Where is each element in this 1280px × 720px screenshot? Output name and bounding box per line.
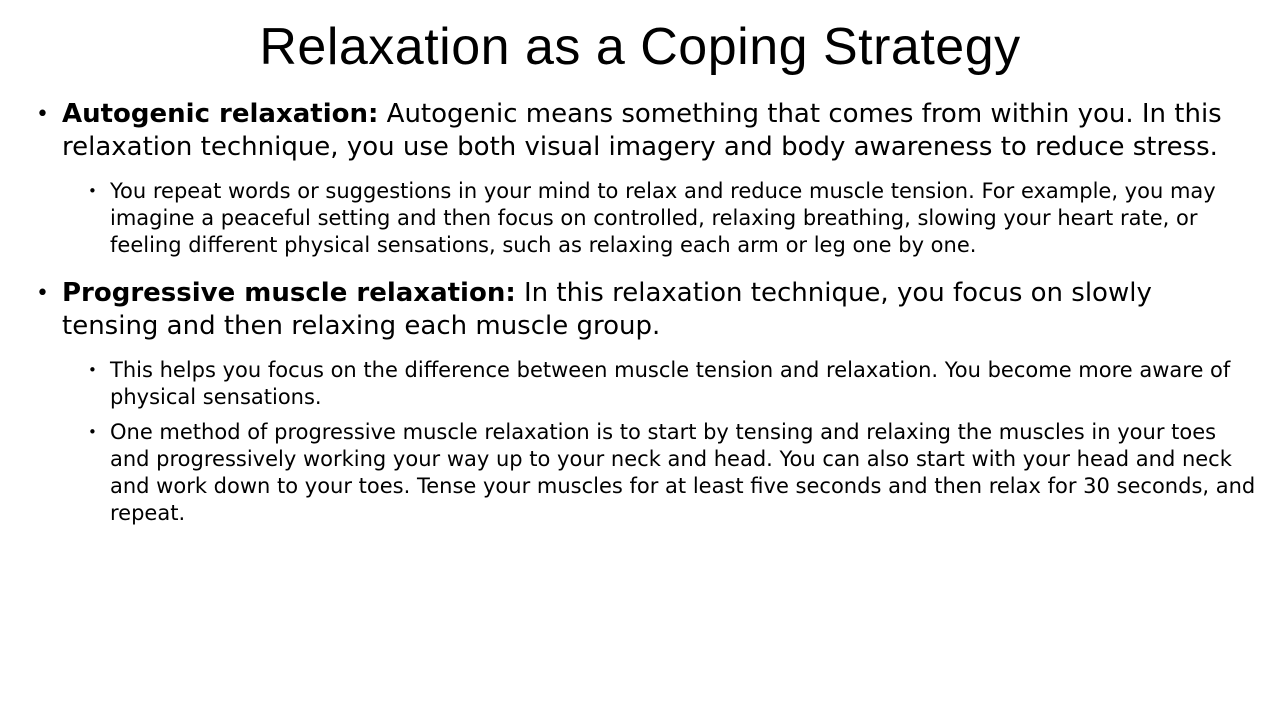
sub-bullet-icon: • (88, 361, 97, 379)
sub-bullet-point (36, 357, 1256, 411)
sub-bullet-icon: • (88, 182, 97, 200)
sub-bullet-point (36, 419, 1256, 527)
sub-bullet-point (36, 178, 1256, 259)
sub-bullet-text: One method of progressive muscle relaxation is to start by tensing and relaxing the muscles in your toes and progressively working your way up to your neck and head. You can also start with your head and neck and work down to your toes. Tense your muscles for at least five seconds and then relax for 30 seconds, and repeat. (110, 420, 1256, 525)
slide-title: Relaxation as a Coping Strategy (259, 18, 1021, 76)
sub-bullet-text: This helps you focus on the difference between muscle tension and relaxation. You become more aware of physical sensations. (110, 358, 1231, 409)
bullet-text: In this relaxation technique, you focus on slowly tensing and then relaxing each muscle group. (62, 278, 1152, 341)
bullet-point-autogenic (36, 98, 1256, 164)
sub-bullet-text: You repeat words or suggestions in your mind to relax and reduce muscle tension. For example, you may imagine a peaceful setting and then focus on controlled, relaxing breathing, slowing your heart rate, or feeling different physical sensations, such as relaxing each arm or leg one by one. (110, 179, 1216, 257)
slide-content (36, 98, 1256, 535)
bullet-point-progressive (36, 277, 1256, 343)
bullet-text: Autogenic means something that comes from within you. In this relaxation technique, you use both visual imagery and body awareness to reduce stress. (62, 99, 1222, 162)
sub-bullet-icon: • (88, 423, 97, 441)
bullet-icon: • (36, 281, 49, 306)
bullet-icon: • (36, 102, 49, 127)
bullet-term: Progressive muscle relaxation: (62, 278, 516, 308)
bullet-term: Autogenic relaxation: (62, 99, 379, 129)
